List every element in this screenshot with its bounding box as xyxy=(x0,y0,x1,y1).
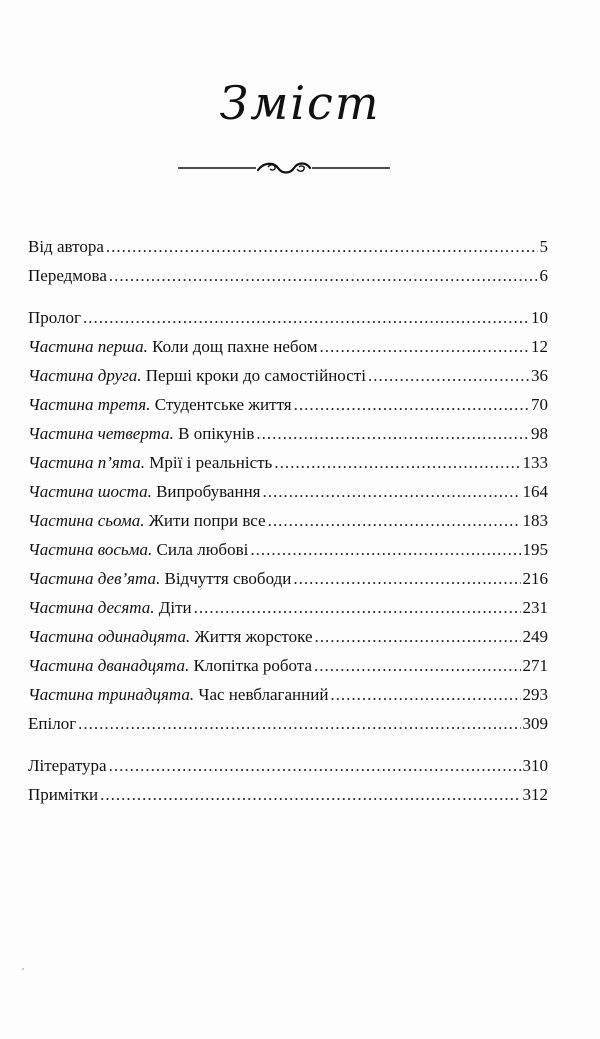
toc-entry[interactable] xyxy=(28,361,548,390)
toc-page-number: 249 xyxy=(522,627,548,646)
toc-page-number: 133 xyxy=(522,453,548,472)
toc-entry-label: Частина одинадцята. Життя жорстоке xyxy=(28,627,313,646)
toc-entry-label: Від автора xyxy=(28,237,104,256)
table-of-contents xyxy=(28,232,548,809)
toc-entry-label: Частина восьма. Сила любові xyxy=(28,540,249,559)
toc-entry[interactable] xyxy=(28,751,548,780)
paper-speck xyxy=(22,968,24,970)
toc-entry[interactable] xyxy=(28,390,548,419)
toc-entry-label: Епілог xyxy=(28,714,77,733)
toc-entry-label: Частина перша. Коли дощ пахне небом xyxy=(28,337,318,356)
toc-entry[interactable] xyxy=(28,506,548,535)
toc-entry-label: Передмова xyxy=(28,266,107,285)
flourish-divider-icon xyxy=(178,158,390,178)
dot-leader xyxy=(109,261,538,290)
toc-page-number: 98 xyxy=(531,424,548,443)
dot-leader xyxy=(109,751,521,780)
toc-page-number: 216 xyxy=(522,569,548,588)
dot-leader xyxy=(106,232,538,261)
toc-entry[interactable] xyxy=(28,477,548,506)
dot-leader xyxy=(294,390,529,419)
dot-leader xyxy=(250,535,520,564)
dot-leader xyxy=(368,361,529,390)
dot-leader xyxy=(83,303,529,332)
toc-entry[interactable] xyxy=(28,593,548,622)
toc-page-number: 310 xyxy=(522,756,548,775)
toc-entry[interactable] xyxy=(28,780,548,809)
toc-entry-label: Частина тринадцята. Час невблаганний xyxy=(28,685,329,704)
page-title: Зміст xyxy=(219,76,381,130)
toc-entry[interactable] xyxy=(28,261,548,290)
dot-leader xyxy=(330,680,520,709)
toc-entry-label: Частина дванадцята. Клопітка робота xyxy=(28,656,312,675)
toc-entry[interactable] xyxy=(28,232,548,261)
toc-page-number: 293 xyxy=(522,685,548,704)
toc-page-number: 5 xyxy=(539,237,548,256)
toc-entry-label: Пролог xyxy=(28,308,82,327)
toc-entry[interactable] xyxy=(28,709,548,738)
toc-entry[interactable] xyxy=(28,448,548,477)
toc-entry-label: Частина четверта. В опікунів xyxy=(28,424,255,443)
dot-leader xyxy=(274,448,520,477)
toc-entry[interactable] xyxy=(28,622,548,651)
toc-entry-label: Частина третя. Студентське життя xyxy=(28,395,292,414)
toc-entry[interactable] xyxy=(28,303,548,332)
dot-leader xyxy=(293,564,520,593)
toc-page-number: 271 xyxy=(522,656,548,675)
toc-entry-label: Література xyxy=(28,756,107,775)
toc-entry-label: Примітки xyxy=(28,785,99,804)
toc-page-number: 312 xyxy=(522,785,548,804)
toc-entry-label: Частина сьома. Жити попри все xyxy=(28,511,266,530)
dot-leader xyxy=(100,780,520,809)
toc-page-number: 164 xyxy=(522,482,548,501)
dot-leader xyxy=(194,593,521,622)
toc-page-number: 10 xyxy=(531,308,548,327)
dot-leader xyxy=(263,477,521,506)
toc-page-number: 231 xyxy=(522,598,548,617)
toc-entry-label: Частина шоста. Випробування xyxy=(28,482,261,501)
toc-entry[interactable] xyxy=(28,535,548,564)
dot-leader xyxy=(319,332,529,361)
dot-leader xyxy=(315,622,521,651)
dot-leader xyxy=(256,419,529,448)
dot-leader xyxy=(268,506,521,535)
toc-page-number: 183 xyxy=(522,511,548,530)
toc-entry-label: Частина дев’ята. Відчуття свободи xyxy=(28,569,292,588)
toc-page-number: 12 xyxy=(531,337,548,356)
toc-page-number: 36 xyxy=(531,366,548,385)
dot-leader xyxy=(78,709,520,738)
toc-entry[interactable] xyxy=(28,680,548,709)
toc-page-number: 195 xyxy=(522,540,548,559)
toc-page-number: 70 xyxy=(531,395,548,414)
toc-entry-label: Частина десята. Діти xyxy=(28,598,192,617)
dot-leader xyxy=(314,651,521,680)
toc-entry-label: Частина п’ята. Мрії і реальність xyxy=(28,453,273,472)
toc-entry[interactable] xyxy=(28,651,548,680)
toc-entry[interactable] xyxy=(28,564,548,593)
toc-entry[interactable] xyxy=(28,419,548,448)
toc-entry[interactable] xyxy=(28,332,548,361)
toc-page-number: 6 xyxy=(539,266,548,285)
toc-entry-label: Частина друга. Перші кроки до самостійності xyxy=(28,366,366,385)
toc-page-number: 309 xyxy=(522,714,548,733)
